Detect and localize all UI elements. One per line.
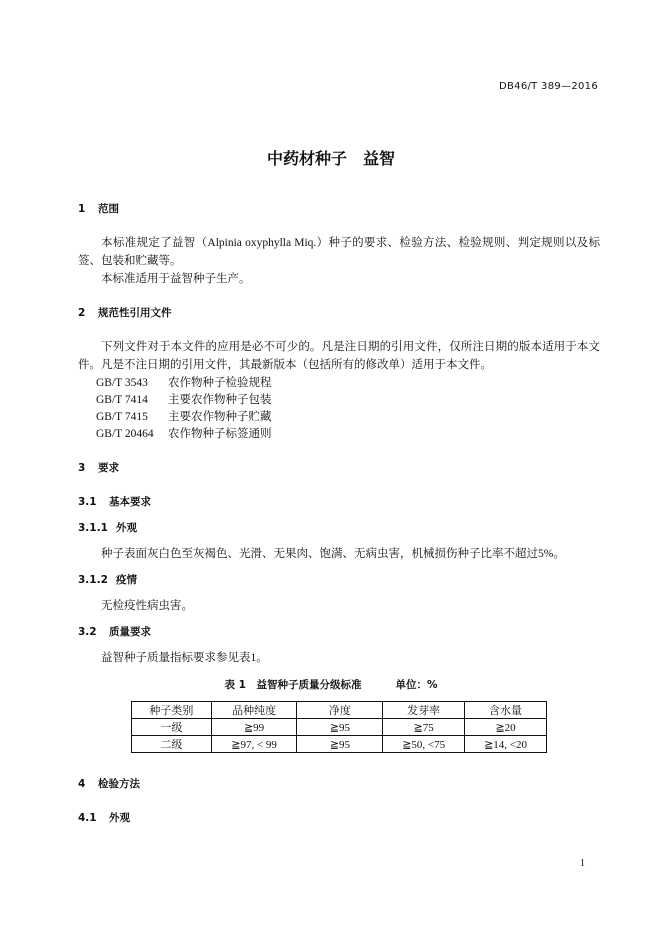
section-title: 规范性引用文件: [98, 307, 172, 319]
section-heading-1: [78, 201, 119, 216]
section-number: 3.1.1: [78, 522, 108, 534]
section-number: 3: [78, 462, 86, 474]
table-cell: 一级: [132, 719, 212, 736]
reference-code: GB/T 7415: [96, 411, 148, 423]
table-header-cell: 净度: [297, 702, 383, 719]
section-title: 疫情: [116, 574, 137, 586]
table-cell: ≧20: [465, 719, 547, 736]
table-cell: ≧95: [297, 719, 383, 736]
table-row: [132, 736, 547, 753]
table-cell: ≧99: [211, 719, 297, 736]
section-heading-3-1: [78, 494, 151, 509]
table-caption: [0, 677, 662, 692]
section-title: 基本要求: [109, 496, 151, 508]
section-heading-3: [78, 460, 119, 475]
section-number: 4.1: [78, 812, 97, 824]
section-title: 外观: [109, 812, 130, 824]
section-number: 4: [78, 778, 86, 790]
table-cell: ≧95: [297, 736, 383, 753]
table-header-cell: 含水量: [465, 702, 547, 719]
table-cell: ≧50, <75: [383, 736, 465, 753]
table-header-cell: 品种纯度: [211, 702, 297, 719]
reference-title: 主要农作物种子贮藏: [168, 411, 272, 423]
table-header-cell: 种子类别: [132, 702, 212, 719]
section-number: 2: [78, 307, 86, 319]
quality-requirement-text: 益智种子质量指标要求参见表1。: [101, 652, 268, 664]
reference-code: GB/T 7414: [96, 394, 148, 406]
section-heading-4-1: [78, 810, 130, 825]
section-heading-3-2: [78, 624, 151, 639]
quarantine-requirement: 无检疫性病虫害。: [101, 600, 193, 612]
scope-paragraph: 本标准规定了益智（Alpinia oxyphylla Miq.）种子的要求、检验方法、检验规则、判定规则以及标签、包装和贮藏等。: [78, 237, 600, 267]
reference-item: [96, 408, 272, 424]
section-heading-4: [78, 776, 140, 791]
table-header-cell: 发芽率: [383, 702, 465, 719]
section-number: 3.2: [78, 626, 97, 638]
seed-quality-table: [131, 701, 547, 753]
table-header-row: [132, 702, 547, 719]
normative-references-paragraph: 下列文件对于本文件的应用是必不可少的。凡是注日期的引用文件，仅所注日期的版本适用于本文件。凡是不注日期的引用文件，其最新版本（包括所有的修改单）适用于本文件。: [78, 341, 600, 371]
section-title: 外观: [116, 522, 137, 534]
scope-applicability: 本标准适用于益智种子生产。: [101, 273, 251, 285]
section-heading-2: [78, 305, 172, 320]
page-number: 1: [580, 858, 585, 869]
table-unit: 单位：%: [395, 679, 438, 691]
table-cell: ≧14, <20: [465, 736, 547, 753]
reference-code: GB/T 20464: [96, 428, 154, 440]
table-cell: ≧97, < 99: [211, 736, 297, 753]
section-number: 1: [78, 203, 86, 215]
section-title: 要求: [98, 462, 119, 474]
reference-code: GB/T 3543: [96, 377, 148, 389]
section-title: 范围: [98, 203, 119, 215]
section-number: 3.1.2: [78, 574, 108, 586]
table-row: [132, 719, 547, 736]
section-title: 检验方法: [98, 778, 140, 790]
section-heading-3-1-1: [78, 520, 137, 535]
reference-title: 农作物种子检验规程: [168, 377, 272, 389]
reference-item: [96, 391, 272, 407]
reference-item: [96, 374, 272, 390]
section-number: 3.1: [78, 496, 97, 508]
reference-item: [96, 425, 272, 441]
reference-title: 农作物种子标签通则: [168, 428, 272, 440]
table-caption-title: 表 1 益智种子质量分级标准: [224, 679, 362, 691]
section-heading-3-1-2: [78, 572, 137, 587]
section-title: 质量要求: [109, 626, 151, 638]
document-title: 中药材种子 益智: [266, 149, 395, 168]
document-number: DB46/T 389—2016: [499, 81, 598, 92]
appearance-requirement: 种子表面灰白色至灰褐色、光滑、无果肉、饱满、无病虫害，机械损伤种子比率不超过5%。: [101, 548, 565, 560]
table-cell: 二级: [132, 736, 212, 753]
reference-title: 主要农作物种子包装: [168, 394, 272, 406]
table-cell: ≧75: [383, 719, 465, 736]
